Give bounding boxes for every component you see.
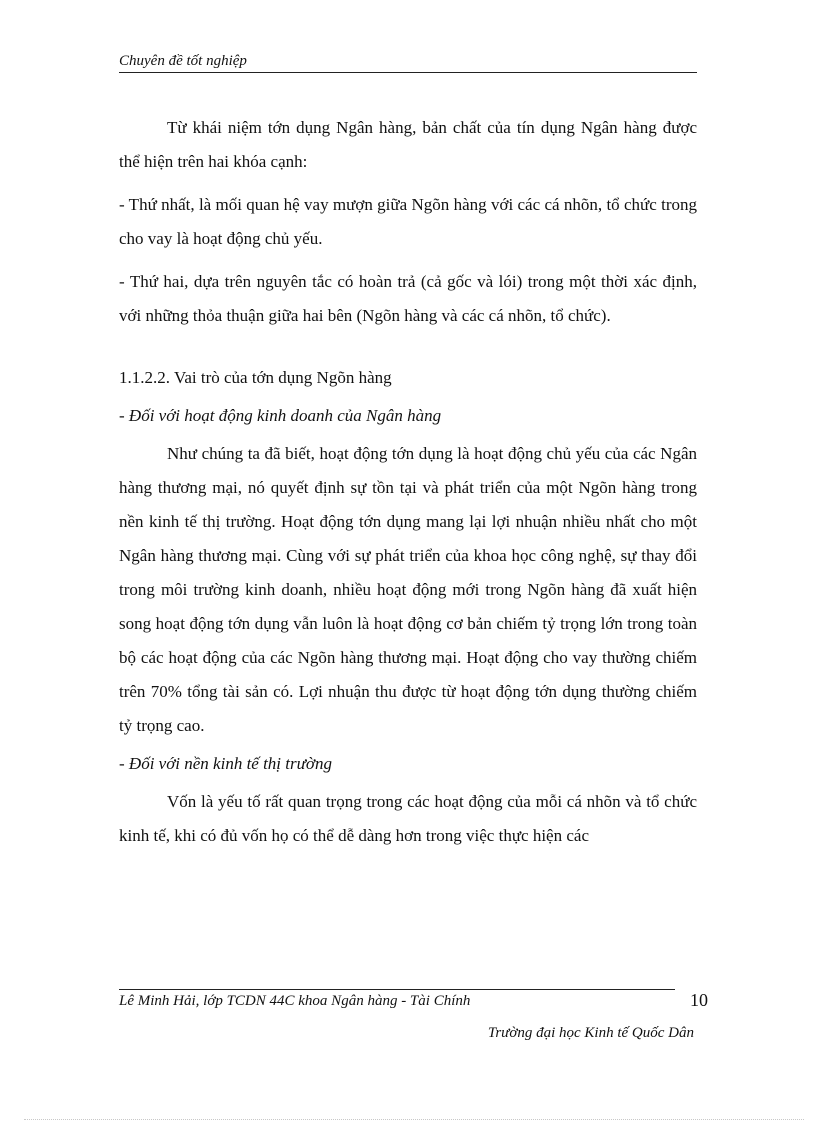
- section-heading: 1.1.2.2. Vai trò của tớn dụng Ngõn hàng: [119, 368, 392, 387]
- document-body: [119, 111, 697, 853]
- page-number: 10: [690, 990, 708, 1010]
- subheading-bank-business: - Đối với hoạt động kinh doanh của Ngân hàng: [119, 406, 442, 425]
- page-edge-divider: [24, 1119, 804, 1120]
- paragraph-first-aspect: - Thứ nhất, là mối quan hệ vay mượn giữa Ngõn hàng với các cá nhõn, tổ chức trong cho vay là hoạt động chủ yếu.: [119, 195, 697, 248]
- footer-rule: [119, 989, 675, 990]
- subheading-market-economy: - Đối với nền kinh tế thị trường: [119, 754, 332, 773]
- paragraph-intro: Từ khái niệm tớn dụng Ngân hàng, bản chất của tín dụng Ngân hàng được thể hiện trên hai khóa cạnh:: [119, 118, 697, 171]
- footer-author: Lê Minh Hải, lớp TCDN 44C khoa Ngân hàng - Tài Chính: [119, 993, 471, 1009]
- paragraph-second-aspect: - Thứ hai, dựa trên nguyên tắc có hoàn trả (cả gốc và lói) trong một thời xác định, với những thỏa thuận giữa hai bên (Ngõn hàng và các cá nhõn, tổ chức).: [119, 272, 697, 325]
- paragraph-capital: Vốn là yếu tố rất quan trọng trong các hoạt động của mỗi cá nhõn và tổ chức kinh tế, khi có đủ vốn họ có thể dễ dàng hơn trong việc thực hiện các: [119, 792, 697, 845]
- header-title: Chuyên đề tốt nghiệp: [119, 53, 247, 69]
- page-header: [119, 52, 697, 73]
- footer-school: Trường đại học Kinh tế Quốc Dân: [487, 1025, 694, 1041]
- paragraph-bank-role: Như chúng ta đã biết, hoạt động tớn dụng là hoạt động chủ yếu của các Ngân hàng thương mại, nó quyết định sự tồn tại và phát triển của một Ngõn hàng trong nền kinh tế thị trường. Hoạt động tớn dụng mang lại lợi nhuận nhiều nhất cho một Ngân hàng thương mại. Cùng với sự phát triển của khoa học công nghệ, sự thay đổi trong môi trường kinh doanh, nhiều hoạt động mới trong Ngõn hàng đã xuất hiện song hoạt động tớn dụng vẫn luôn là hoạt động cơ bản chiếm tỷ trọng lớn trong toàn bộ các hoạt động của các Ngõn hàng thương mại. Hoạt động cho vay thường chiếm trên 70% tổng tài sản có. Lợi nhuận thu được từ hoạt động tớn dụng thường chiếm tỷ trọng cao.: [119, 444, 697, 735]
